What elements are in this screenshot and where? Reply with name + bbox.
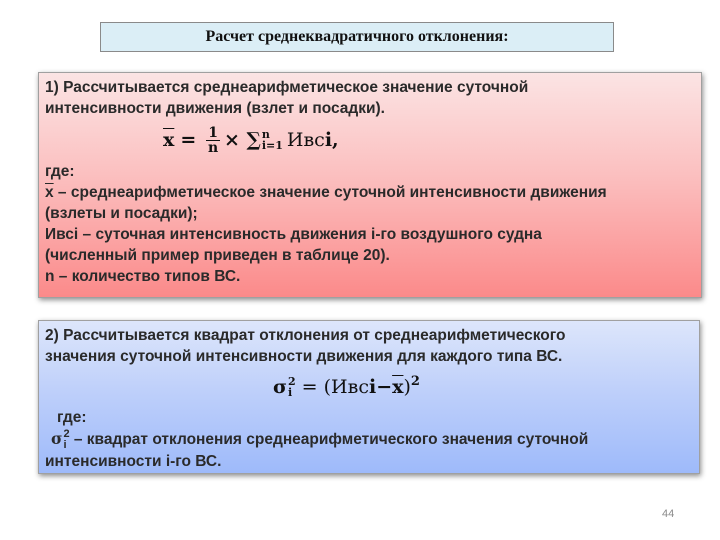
deviation-formula: [273, 367, 693, 407]
deviation-sigma-indices: [288, 376, 296, 398]
mean-formula: [163, 119, 695, 161]
step-2-heading-line-1: 2) Рассчитывается квадрат отклонения от среднеарифметического: [45, 327, 566, 344]
mean-term-word: Ивс: [286, 128, 325, 151]
def-sigma-line: [45, 428, 693, 451]
def-sigma-sub: i: [63, 438, 67, 451]
deviation-sigma-sup: 2: [288, 375, 296, 388]
def-ivs-line-1: Ивсi – суточная интенсивность движения i-го воздушного судна: [45, 226, 542, 243]
page-number: 44: [662, 508, 675, 520]
deviation-sigma: σ: [273, 375, 288, 398]
deviation-close-paren: ): [403, 375, 411, 398]
deviation-power: 2: [410, 374, 420, 389]
deviation-term-word: Ивс: [331, 375, 369, 398]
def-mean-line-2: (взлеты и посадки);: [45, 205, 198, 222]
def-sigma-symbol: σ: [51, 429, 63, 448]
deviation-sigma-sub: i: [288, 386, 293, 399]
def-mean-line: [45, 182, 695, 203]
step-1-panel: [38, 72, 702, 298]
slide-title: [100, 22, 614, 52]
def-sigma-sup: 2: [63, 427, 70, 440]
deviation-term-index: i: [368, 375, 377, 398]
def-mean-symbol: $\overline{x}$: [45, 184, 54, 201]
mean-fraction-denominator: n: [208, 139, 219, 156]
mean-sum-lower: i=1: [261, 139, 283, 152]
step-1-where-label: где:: [45, 163, 75, 180]
deviation-mean-symbol: $\overline{x}$: [392, 375, 404, 398]
step-1-heading-line-1: 1) Рассчитывается среднеарифметическое значение суточной: [45, 79, 529, 96]
mean-sum-sign: × ∑: [224, 128, 261, 151]
def-n-line: n – количество типов ВС.: [45, 268, 241, 285]
step-2-heading-line-2: значения суточной интенсивности движения для каждого типа ВС.: [45, 348, 563, 365]
deviation-equals-paren: = (: [301, 375, 332, 398]
mean-fraction-numerator: 1: [208, 124, 218, 141]
mean-sum-upper: n: [261, 128, 270, 141]
step-2-where-label: где:: [57, 409, 87, 426]
def-ivs-line-2: (численный пример приведен в таблице 20).: [45, 247, 390, 264]
def-sigma-text: – квадрат отклонения среднеарифметического значения суточной: [69, 431, 589, 448]
mean-equals: =: [180, 128, 197, 151]
mean-trailing-comma: ,: [332, 128, 339, 151]
step-1-heading-line-2: интенсивности движения (взлет и посадки).: [45, 100, 385, 117]
deviation-minus: −: [376, 375, 393, 398]
mean-sum-limits: [262, 129, 283, 151]
slide-title-text: Расчет среднеквадратичного отклонения:: [205, 28, 509, 45]
def-sigma-line-2: интенсивности i-го ВС.: [45, 452, 222, 470]
mean-symbol: $\overline{x}$: [163, 128, 175, 151]
step-2-panel: [38, 320, 700, 474]
mean-fraction: [206, 126, 220, 155]
mean-term-index: i: [324, 128, 333, 151]
def-mean-text: – среднеарифметическое значение суточной интенсивности движения: [53, 184, 607, 201]
